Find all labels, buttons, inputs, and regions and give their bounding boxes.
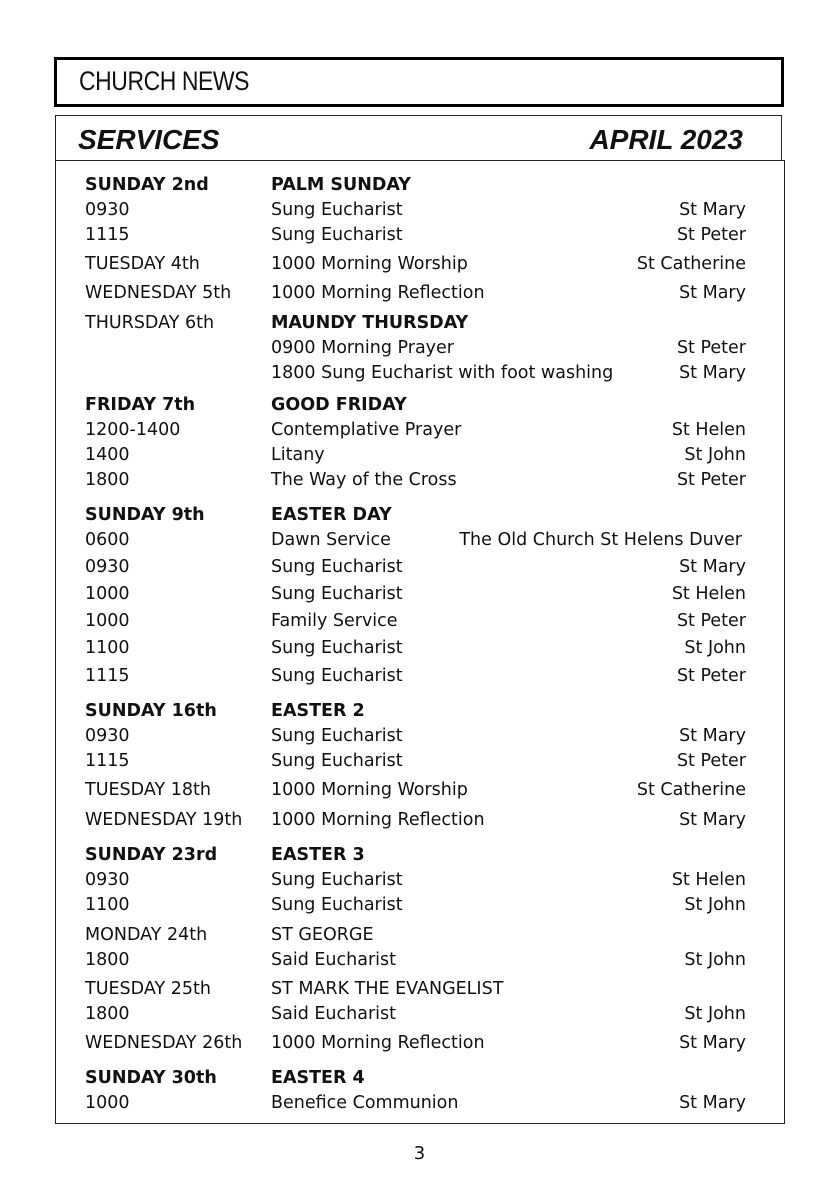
service-day-time: 1100 bbox=[85, 638, 130, 658]
service-name: Sung Eucharist bbox=[271, 726, 403, 746]
service-name: Sung Eucharist bbox=[271, 666, 403, 686]
list-item bbox=[85, 664, 775, 688]
list-item bbox=[85, 468, 775, 492]
list-item bbox=[85, 336, 775, 360]
list-item bbox=[85, 636, 775, 660]
list-item bbox=[85, 609, 775, 633]
service-name: Family Service bbox=[271, 611, 398, 631]
service-name: Dawn Service bbox=[271, 530, 391, 550]
service-day-time: 1200-1400 bbox=[85, 420, 181, 440]
service-name: 1000 Morning Reflection bbox=[271, 283, 485, 303]
service-day-time: 1115 bbox=[85, 751, 130, 771]
list-item bbox=[85, 948, 775, 972]
service-day-time: WEDNESDAY 19th bbox=[85, 810, 243, 830]
list-item bbox=[85, 843, 775, 867]
service-name: 1000 Morning Reflection bbox=[271, 1033, 485, 1053]
service-name: EASTER 4 bbox=[271, 1068, 365, 1088]
list-item bbox=[85, 1031, 775, 1055]
service-name: 0900 Morning Prayer bbox=[271, 338, 454, 358]
service-day-time: 0930 bbox=[85, 870, 130, 890]
service-day-time: MONDAY 24th bbox=[85, 925, 208, 945]
service-name: Sung Eucharist bbox=[271, 557, 403, 577]
service-location: St John bbox=[684, 445, 746, 465]
service-location: St Mary bbox=[679, 1093, 746, 1113]
service-day-time: 1000 bbox=[85, 584, 130, 604]
service-day-time: 0600 bbox=[85, 530, 130, 550]
service-day-time: 1400 bbox=[85, 445, 130, 465]
service-day-time: 1115 bbox=[85, 225, 130, 245]
service-name: Sung Eucharist bbox=[271, 638, 403, 658]
service-day-time: 1000 bbox=[85, 611, 130, 631]
service-day-time: 0930 bbox=[85, 726, 130, 746]
service-location: St John bbox=[684, 950, 746, 970]
list-item bbox=[85, 582, 775, 606]
service-name: Said Eucharist bbox=[271, 950, 396, 970]
list-item bbox=[85, 281, 775, 305]
header-box bbox=[54, 57, 784, 107]
list-item bbox=[85, 223, 775, 247]
list-item bbox=[85, 893, 775, 917]
header-title: CHURCH NEWS bbox=[79, 66, 249, 96]
service-name: Said Eucharist bbox=[271, 1004, 396, 1024]
service-day-time: SUNDAY 23rd bbox=[85, 845, 218, 865]
service-name: The Way of the Cross bbox=[271, 470, 457, 490]
service-location: St Mary bbox=[679, 810, 746, 830]
service-day-time: 1800 bbox=[85, 1004, 130, 1024]
page-number: 3 bbox=[413, 1143, 426, 1164]
list-item bbox=[85, 311, 775, 335]
service-name: Sung Eucharist bbox=[271, 751, 403, 771]
service-day-time: SUNDAY 2nd bbox=[85, 175, 209, 195]
service-day-time: TUESDAY 4th bbox=[85, 254, 200, 274]
service-location: The Old Church St Helens Duver bbox=[459, 530, 742, 550]
service-day-time: SUNDAY 16th bbox=[85, 701, 217, 721]
service-day-time: SUNDAY 30th bbox=[85, 1068, 217, 1088]
service-location: St Catherine bbox=[636, 780, 746, 800]
service-location: St Mary bbox=[679, 557, 746, 577]
service-location: St Peter bbox=[676, 338, 746, 358]
service-name: GOOD FRIDAY bbox=[271, 395, 407, 415]
service-name: 1000 Morning Worship bbox=[271, 780, 468, 800]
service-day-time: FRIDAY 7th bbox=[85, 395, 196, 415]
list-item bbox=[85, 977, 775, 1001]
service-day-time: 1000 bbox=[85, 1093, 130, 1113]
service-name: EASTER 2 bbox=[271, 701, 365, 721]
service-day-time: SUNDAY 9th bbox=[85, 505, 205, 525]
service-name: Sung Eucharist bbox=[271, 225, 403, 245]
service-day-time: TUESDAY 18th bbox=[85, 780, 211, 800]
service-location: St Mary bbox=[679, 200, 746, 220]
service-location: St Peter bbox=[676, 470, 746, 490]
service-name: EASTER DAY bbox=[271, 505, 392, 525]
services-title: SERVICES bbox=[78, 124, 220, 155]
list-item bbox=[85, 528, 775, 552]
service-name: PALM SUNDAY bbox=[271, 175, 411, 195]
list-item bbox=[85, 443, 775, 467]
service-location: St Peter bbox=[676, 751, 746, 771]
list-item bbox=[85, 778, 775, 802]
list-item bbox=[85, 868, 775, 892]
list-item bbox=[85, 503, 775, 527]
service-day-time: 1800 bbox=[85, 950, 130, 970]
service-day-time: WEDNESDAY 5th bbox=[85, 283, 232, 303]
service-name: Contemplative Prayer bbox=[271, 420, 462, 440]
service-location: St Peter bbox=[676, 225, 746, 245]
service-location: St Helen bbox=[671, 870, 746, 890]
list-item bbox=[85, 555, 775, 579]
service-day-time: TUESDAY 25th bbox=[85, 979, 211, 999]
list-item bbox=[85, 1091, 775, 1115]
service-day-time: WEDNESDAY 26th bbox=[85, 1033, 243, 1053]
service-location: St Mary bbox=[679, 726, 746, 746]
service-name: Sung Eucharist bbox=[271, 584, 403, 604]
service-location: St Mary bbox=[679, 363, 746, 383]
list-item bbox=[85, 198, 775, 222]
service-location: St Peter bbox=[676, 666, 746, 686]
services-heading bbox=[55, 115, 782, 161]
service-name: ST MARK THE EVANGELIST bbox=[271, 979, 504, 999]
list-item bbox=[85, 699, 775, 723]
service-name: Sung Eucharist bbox=[271, 870, 403, 890]
list-item bbox=[85, 418, 775, 442]
service-name: MAUNDY THURSDAY bbox=[271, 313, 469, 333]
service-name: ST GEORGE bbox=[271, 925, 374, 945]
service-location: St Helen bbox=[671, 584, 746, 604]
list-item bbox=[85, 252, 775, 276]
service-name: Benefice Communion bbox=[271, 1093, 459, 1113]
service-day-time: THURSDAY 6th bbox=[85, 313, 215, 333]
list-item bbox=[85, 923, 775, 947]
list-item bbox=[85, 361, 775, 385]
service-name: Sung Eucharist bbox=[271, 200, 403, 220]
month-title: APRIL 2023 bbox=[589, 124, 743, 155]
service-list bbox=[55, 160, 785, 1124]
list-item bbox=[85, 393, 775, 417]
service-day-time: 0930 bbox=[85, 557, 130, 577]
service-day-time: 1115 bbox=[85, 666, 130, 686]
service-location: St Catherine bbox=[636, 254, 746, 274]
service-day-time: 0930 bbox=[85, 200, 130, 220]
service-location: St Mary bbox=[679, 283, 746, 303]
service-name: 1000 Morning Reflection bbox=[271, 810, 485, 830]
list-item bbox=[85, 1002, 775, 1026]
service-name: 1000 Morning Worship bbox=[271, 254, 468, 274]
service-day-time: 1100 bbox=[85, 895, 130, 915]
service-location: St Mary bbox=[679, 1033, 746, 1053]
service-day-time: 1800 bbox=[85, 470, 130, 490]
service-location: St John bbox=[684, 638, 746, 658]
service-location: St John bbox=[684, 895, 746, 915]
list-item bbox=[85, 724, 775, 748]
list-item bbox=[85, 173, 775, 197]
service-location: St John bbox=[684, 1004, 746, 1024]
list-item bbox=[85, 749, 775, 773]
service-name: EASTER 3 bbox=[271, 845, 365, 865]
service-name: Sung Eucharist bbox=[271, 895, 403, 915]
list-item bbox=[85, 808, 775, 832]
list-item bbox=[85, 1066, 775, 1090]
service-location: St Peter bbox=[676, 611, 746, 631]
service-name: Litany bbox=[271, 445, 325, 465]
service-name: 1800 Sung Eucharist with foot washing bbox=[271, 363, 614, 383]
service-location: St Helen bbox=[671, 420, 746, 440]
